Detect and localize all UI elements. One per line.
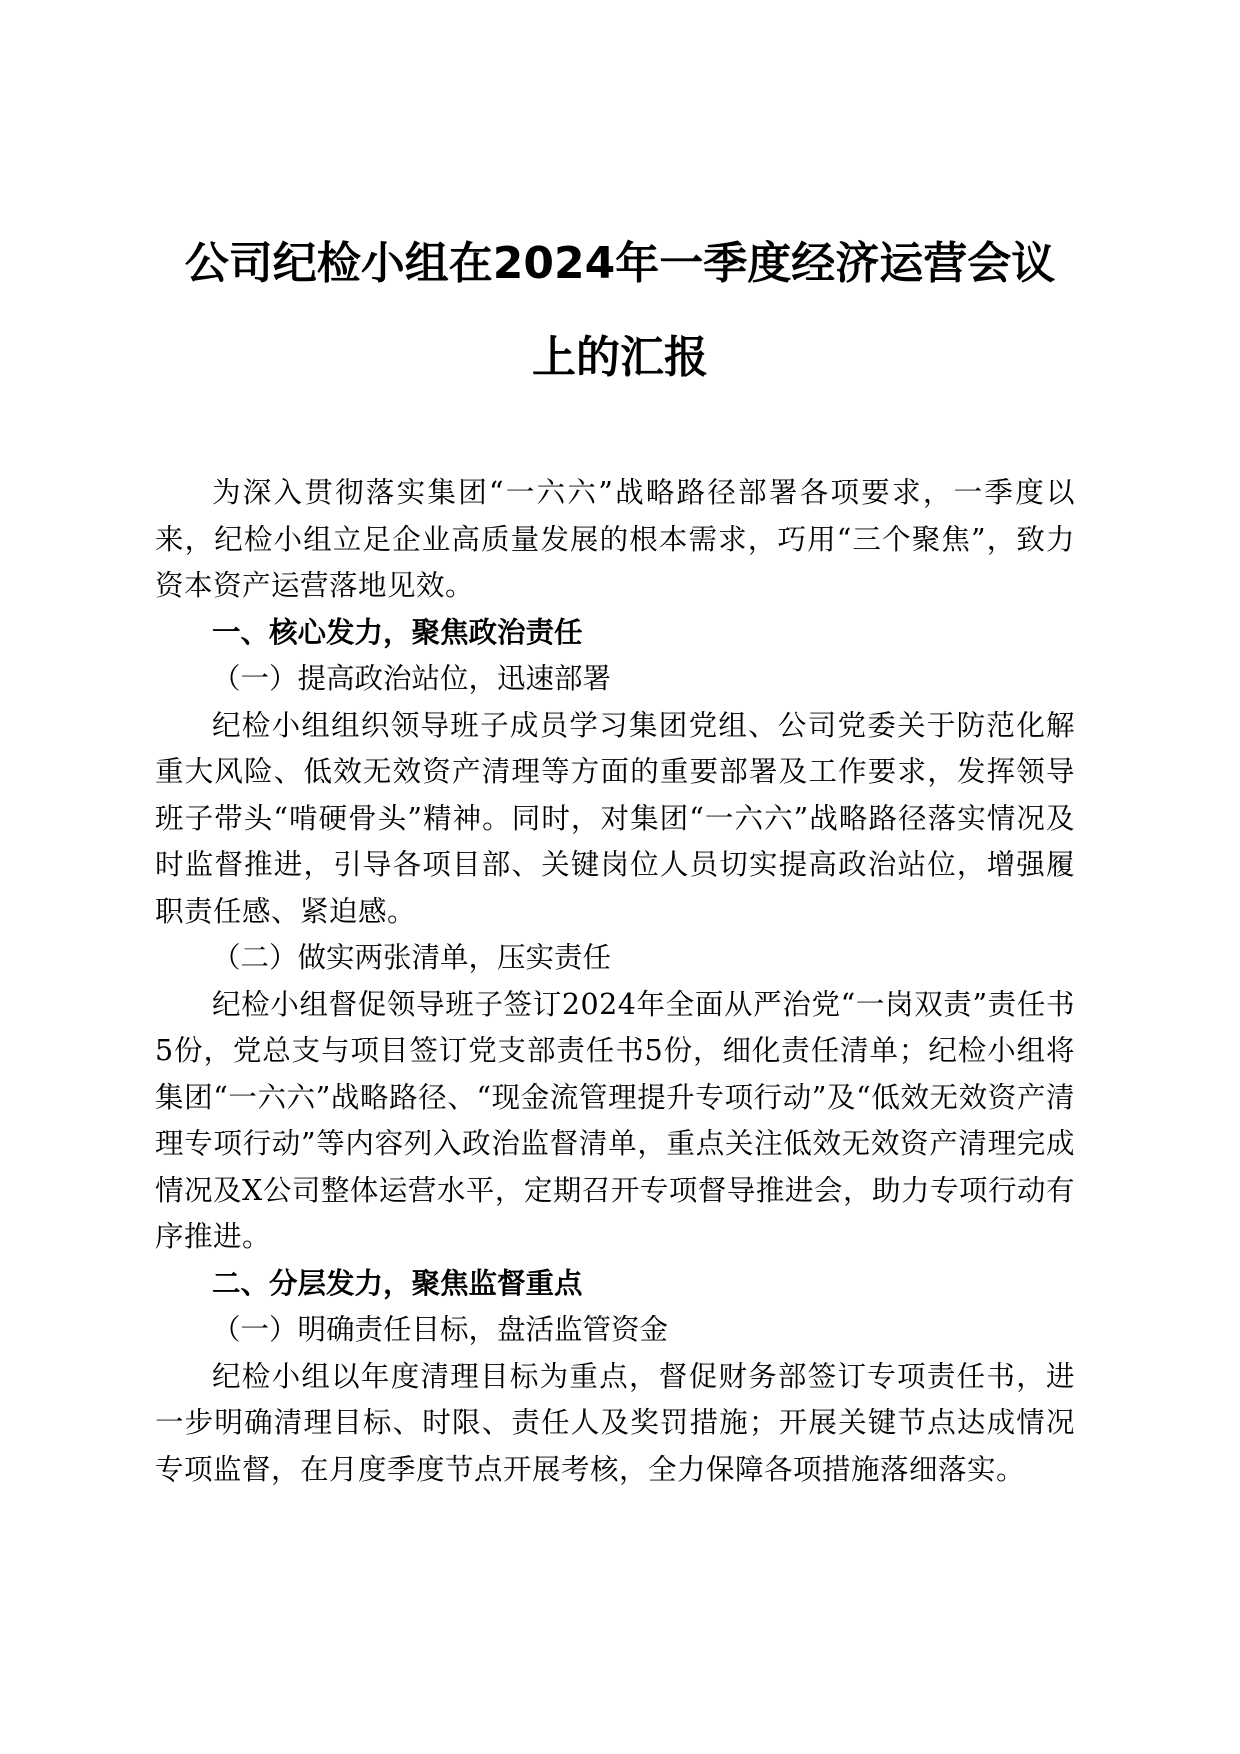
document-body (155, 470, 1075, 1493)
section-2-heading: 二、分层发力，聚焦监督重点 (212, 1266, 583, 1300)
section-1-1-heading: （一）提高政治站位，迅速部署 (212, 662, 612, 695)
section-2-1-paragraph: 纪检小组以年度清理目标为重点，督促财务部签订专项责任书，进一步明确清理目标、时限、责任人及奖罚措施；开展关键节点达成情况专项监督，在月度季度节点开展考核，全力保障各项措施落细落实。 (155, 1359, 1075, 1486)
section-2-1-heading: （一）明确责任目标，盘活监管资金 (212, 1313, 669, 1346)
document-title-line2: 上的汇报 (532, 332, 708, 383)
section-1-heading: 一、核心发力，聚焦政治责任 (212, 615, 583, 649)
intro-paragraph: 为深入贯彻落实集团“一六六”战略路径部署各项要求，一季度以来，纪检小组立足企业高质量发展的根本需求，巧用“三个聚焦”，致力资本资产运营落地见效。 (155, 476, 1075, 602)
section-1-2-heading: （二）做实两张清单，压实责任 (212, 941, 612, 974)
document-title-line1: 公司纪检小组在2024年一季度经济运营会议 (184, 238, 1056, 289)
section-1-2-paragraph: 纪检小组督促领导班子签订2024年全面从严治党“一岗双责”责任书5份，党总支与项目签订党支部责任书5份，细化责任清单；纪检小组将集团“一六六”战略路径、“现金流管理提升专项行动”及“低效无效资产清理专项行动”等内容列入政治监督清单，重点关注低效无效资产清理完成情况及X公司整体运营水平，定期召开专项督导推进会，助力专项行动有序推进。 (155, 987, 1075, 1253)
section-1-1-paragraph: 纪检小组组织领导班子成员学习集团党组、公司党委关于防范化解重大风险、低效无效资产清理等方面的重要部署及工作要求，发挥领导班子带头“啃硬骨头”精神。同时，对集团“一六六”战略路径落实情况及时监督推进，引导各项目部、关键岗位人员切实提高政治站位，增强履职责任感、紧迫感。 (155, 708, 1075, 928)
